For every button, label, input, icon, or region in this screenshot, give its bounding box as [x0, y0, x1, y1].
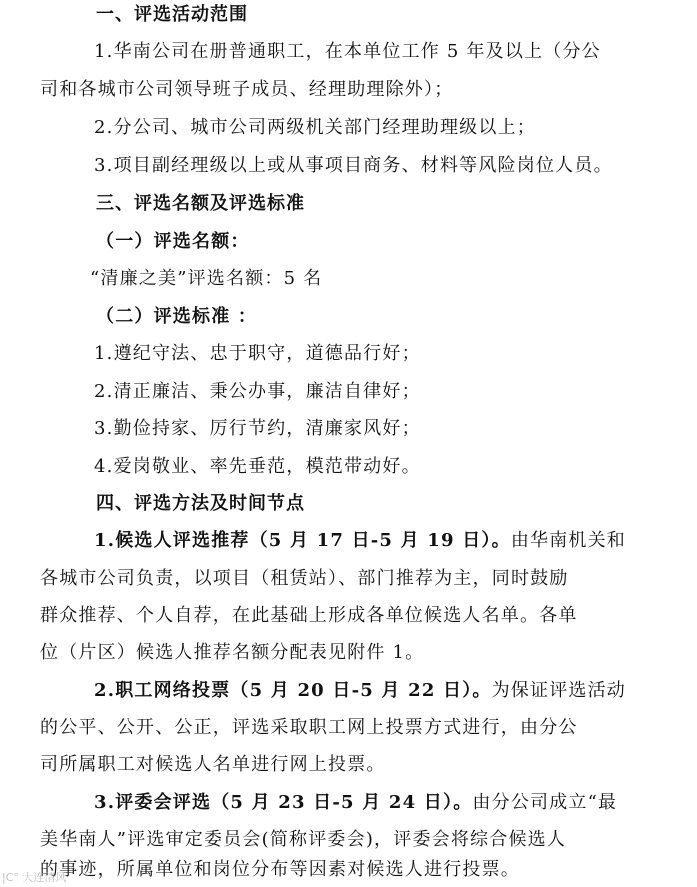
standard-item-2: 2.清正廉洁、秉公办事，廉洁自律好； [94, 381, 421, 402]
quota-text: “清廉之美”评选名额：5 名 [90, 268, 323, 289]
scope-item-1-line-1: 1.华南公司在册普通职工，在本单位工作 5 年及以上（分公 [94, 41, 601, 62]
scope-item-2: 2.分公司、城市公司两级机关部门经理助理级以上； [94, 117, 536, 138]
method-3-line-1 [94, 788, 617, 818]
method-3-line-1-text: 由分公司成立“最 [472, 792, 618, 813]
scope-item-1-line-2: 司和各城市公司领导班子成员、经理助理除外）； [40, 79, 454, 100]
scope-item-3: 3.项目副经理级以上或从事项目商务、材料等风险岗位人员。 [94, 155, 613, 176]
method-3-heading: 3.评委会评选（5 月 23 日-5 月 24 日）。 [94, 792, 473, 813]
method-1-line-2: 各城市公司负责，以项目（租赁站）、部门推荐为主，同时鼓励 [40, 568, 569, 589]
method-2-line-2: 的公平、公开、公正，评选采取职工网上投票方式进行，由分公 [40, 717, 578, 738]
method-2-line-3: 司所属职工对候选人名单进行网上投票。 [40, 754, 386, 775]
method-1-line-1 [94, 526, 626, 556]
subsection-title-quota: （一）评选名额： [96, 231, 250, 252]
subsection-title-standards: （二）评选标准 ： [96, 306, 258, 327]
section-title-method-timeline: 四、评选方法及时间节点 [96, 493, 305, 514]
section-title-quota-standards: 三、评选名额及评选标准 [96, 193, 305, 214]
standard-item-1: 1.遵纪守法、忠于职守，道德品行好； [94, 343, 421, 364]
method-3-line-2: 美华南人”评选审定委员会(简称评委会)，评委会将综合候选人 [40, 829, 567, 850]
standard-item-4: 4.爱岗敬业、率先垂范，模范带动好。 [94, 456, 421, 477]
method-2-heading: 2.职工网络投票（5 月 20 日-5 月 22 日）。 [94, 680, 492, 701]
method-1-line-4: 位（片区）候选人推荐名额分配表见附件 1。 [40, 642, 425, 663]
method-1-heading: 1.候选人评选推荐（5 月 17 日-5 月 19 日）。 [94, 530, 511, 551]
method-1-line-3: 群众推荐、个人自荐，在此基础上形成各单位候选人名单。各单 [40, 605, 578, 626]
method-2-line-1 [94, 676, 626, 706]
method-1-line-1-text: 由华南机关和 [510, 530, 627, 551]
standard-item-3: 3.勤俭持家、厉行节约，清廉家风好； [94, 418, 421, 439]
section-title-scope: 一、评选活动范围 [96, 4, 248, 25]
watermark: |C° 大连清风 [2, 871, 67, 884]
method-3-line-3: 的事迹，所属单位和岗位分布等因素对候选人进行投票。 [40, 859, 520, 880]
method-2-line-1-text: 为保证评选活动 [491, 680, 627, 701]
